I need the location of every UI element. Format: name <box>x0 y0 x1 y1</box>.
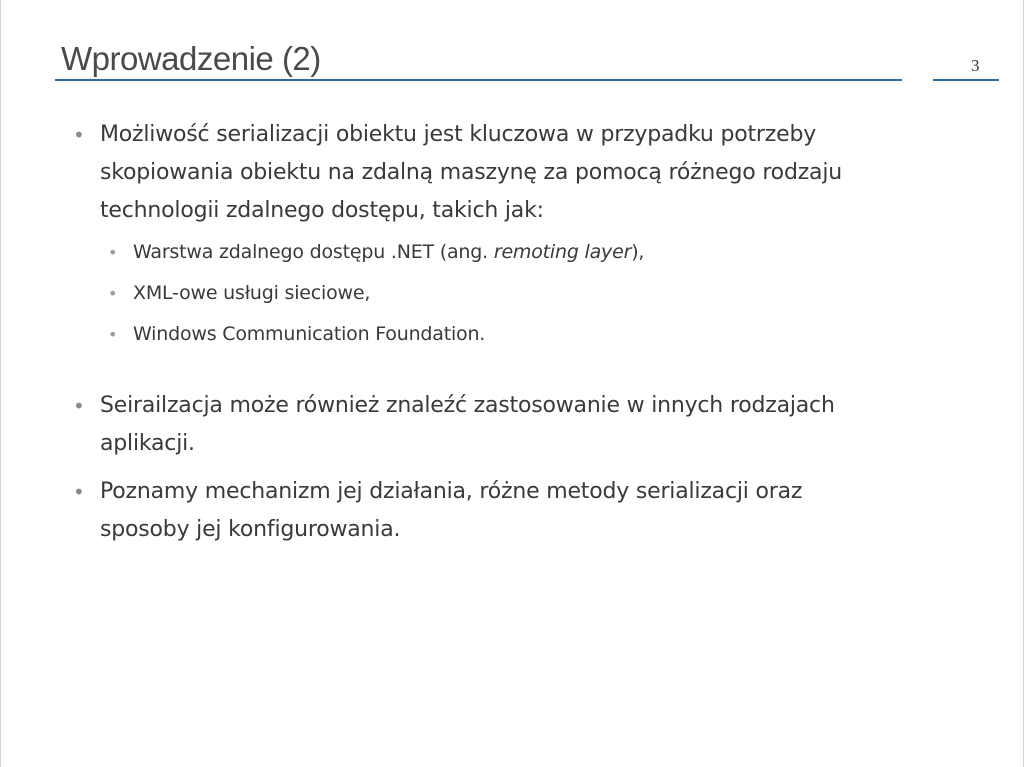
sub-bullet-wcf <box>73 314 893 355</box>
bullet-text: Poznamy mechanizm jej działania, różne metody serializacji oraz sposoby jej konfigurowania. <box>100 479 803 542</box>
title-underline <box>55 79 902 81</box>
bullet-mechanism-overview <box>73 473 893 549</box>
slide-number: 3 <box>971 56 980 75</box>
sub-bullet-text-prefix: Warstwa zdalnego dostępu .NET (ang. <box>133 241 494 263</box>
slide-number-underline <box>933 79 999 81</box>
bullet-text: Możliwość serializacji obiektu jest kluczowa w przypadku potrzeby skopiowania obiektu na zdalną maszynę za pomocą różnego rodzaju technologii zdalnego dostępu, takich jak: <box>100 122 842 223</box>
sub-bullet-text-suffix: ), <box>631 241 645 263</box>
spacer <box>73 463 893 473</box>
slide-title: Wprowadzenie (2) <box>61 40 321 77</box>
sub-bullet-remoting <box>73 232 893 273</box>
bullet-text: Seirailzacja może również znaleźć zastosowanie w innych rodzajach aplikacji. <box>100 393 835 456</box>
sub-bullet-xml-services <box>73 273 893 314</box>
bullet-other-applications <box>73 387 893 463</box>
sub-bullet-text: Windows Communication Foundation. <box>133 323 486 345</box>
spacer <box>73 355 893 387</box>
sub-bullet-text: XML-owe usługi sieciowe, <box>133 282 371 304</box>
sub-bullet-text-italic: remoting layer <box>493 241 632 263</box>
slide-content <box>73 116 893 549</box>
sub-bullet-list <box>73 232 893 355</box>
bullet-serialization-importance <box>73 116 893 230</box>
